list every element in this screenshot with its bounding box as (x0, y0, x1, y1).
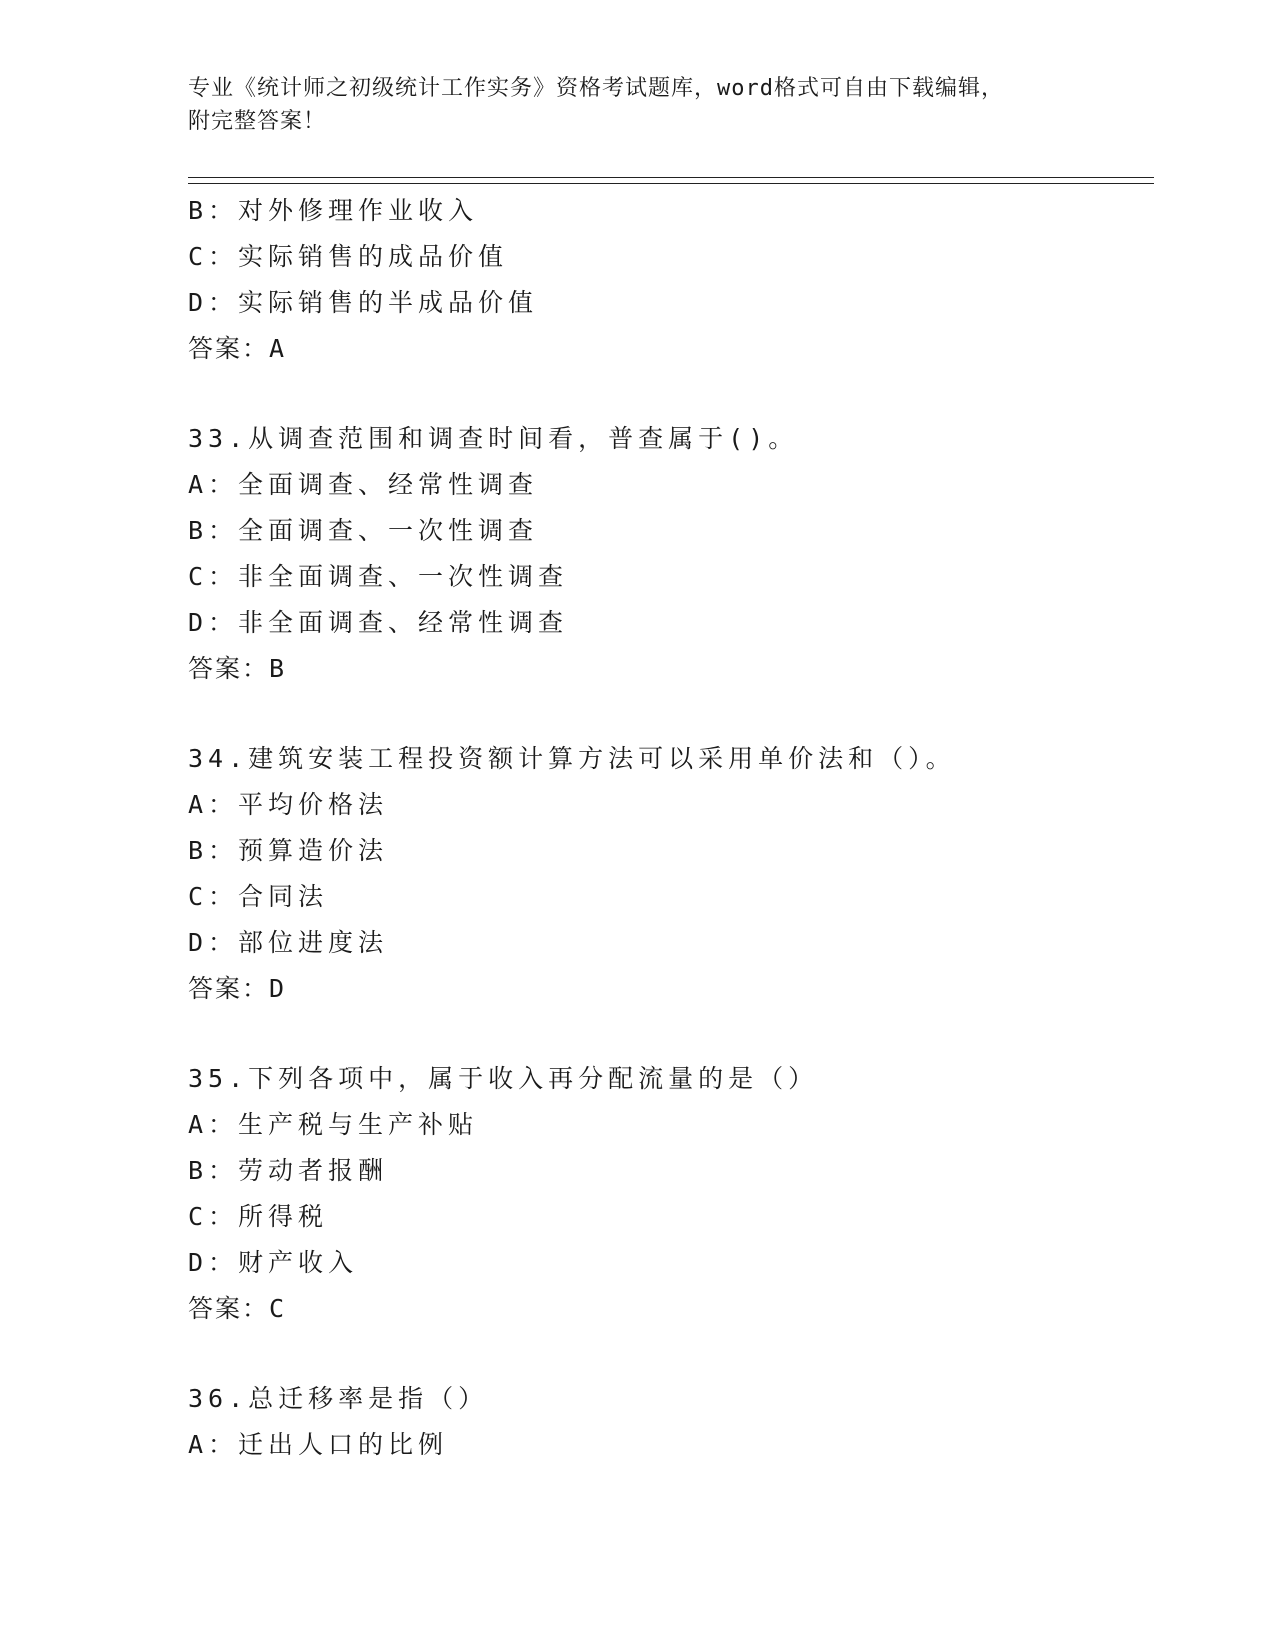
question-stem: 34.建筑安装工程投资额计算方法可以采用单价法和（）。 (188, 744, 956, 773)
option-b: B：劳动者报酬 (188, 1156, 389, 1185)
header-divider-bottom (188, 183, 1154, 184)
option-d: D：财产收入 (188, 1248, 359, 1277)
option-d: D：部位进度法 (188, 928, 389, 957)
option-c: C：所得税 (188, 1202, 329, 1231)
answer-line (188, 326, 1148, 372)
option-a: A：迁出人口的比例 (188, 1430, 449, 1459)
answer-line (188, 646, 1148, 692)
answer-line (188, 1286, 1148, 1332)
question-stem: 35.下列各项中，属于收入再分配流量的是（） (188, 1064, 819, 1093)
option-a: A：生产税与生产补贴 (188, 1110, 479, 1139)
answer-label: 答案： (188, 1294, 270, 1323)
question-fragment (188, 188, 1148, 372)
question-stem: 33.从调查范围和调查时间看，普查属于()。 (188, 424, 799, 453)
option-b: B：全面调查、一次性调查 (188, 516, 539, 545)
question-stem: 36.总迁移率是指（） (188, 1384, 489, 1413)
question-34 (188, 736, 1148, 1012)
document-header (188, 72, 1088, 138)
answer-value: C (269, 1294, 285, 1323)
header-line-2: 附完整答案！ (188, 109, 327, 134)
option-c: C：合同法 (188, 882, 329, 911)
option-a: A：平均价格法 (188, 790, 389, 819)
answer-line (188, 966, 1148, 1012)
header-line-1: 专业《统计师之初级统计工作实务》资格考试题库，word格式可自由下载编辑， (188, 76, 1004, 101)
answer-value: D (269, 974, 285, 1003)
question-33 (188, 416, 1148, 692)
question-36 (188, 1376, 1148, 1468)
option-b: B：对外修理作业收入 (188, 196, 479, 225)
option-c: C：非全面调查、一次性调查 (188, 562, 569, 591)
option-c: C：实际销售的成品价值 (188, 242, 509, 271)
answer-value: A (269, 334, 285, 363)
question-35 (188, 1056, 1148, 1332)
answer-label: 答案： (188, 654, 270, 683)
header-divider-top (188, 177, 1154, 178)
answer-value: B (269, 654, 285, 683)
option-a: A：全面调查、经常性调查 (188, 470, 539, 499)
option-b: B：预算造价法 (188, 836, 389, 865)
option-d: D：非全面调查、经常性调查 (188, 608, 569, 637)
answer-label: 答案： (188, 974, 270, 1003)
question-list (188, 188, 1148, 1468)
answer-label: 答案： (188, 334, 270, 363)
option-d: D：实际销售的半成品价值 (188, 288, 539, 317)
